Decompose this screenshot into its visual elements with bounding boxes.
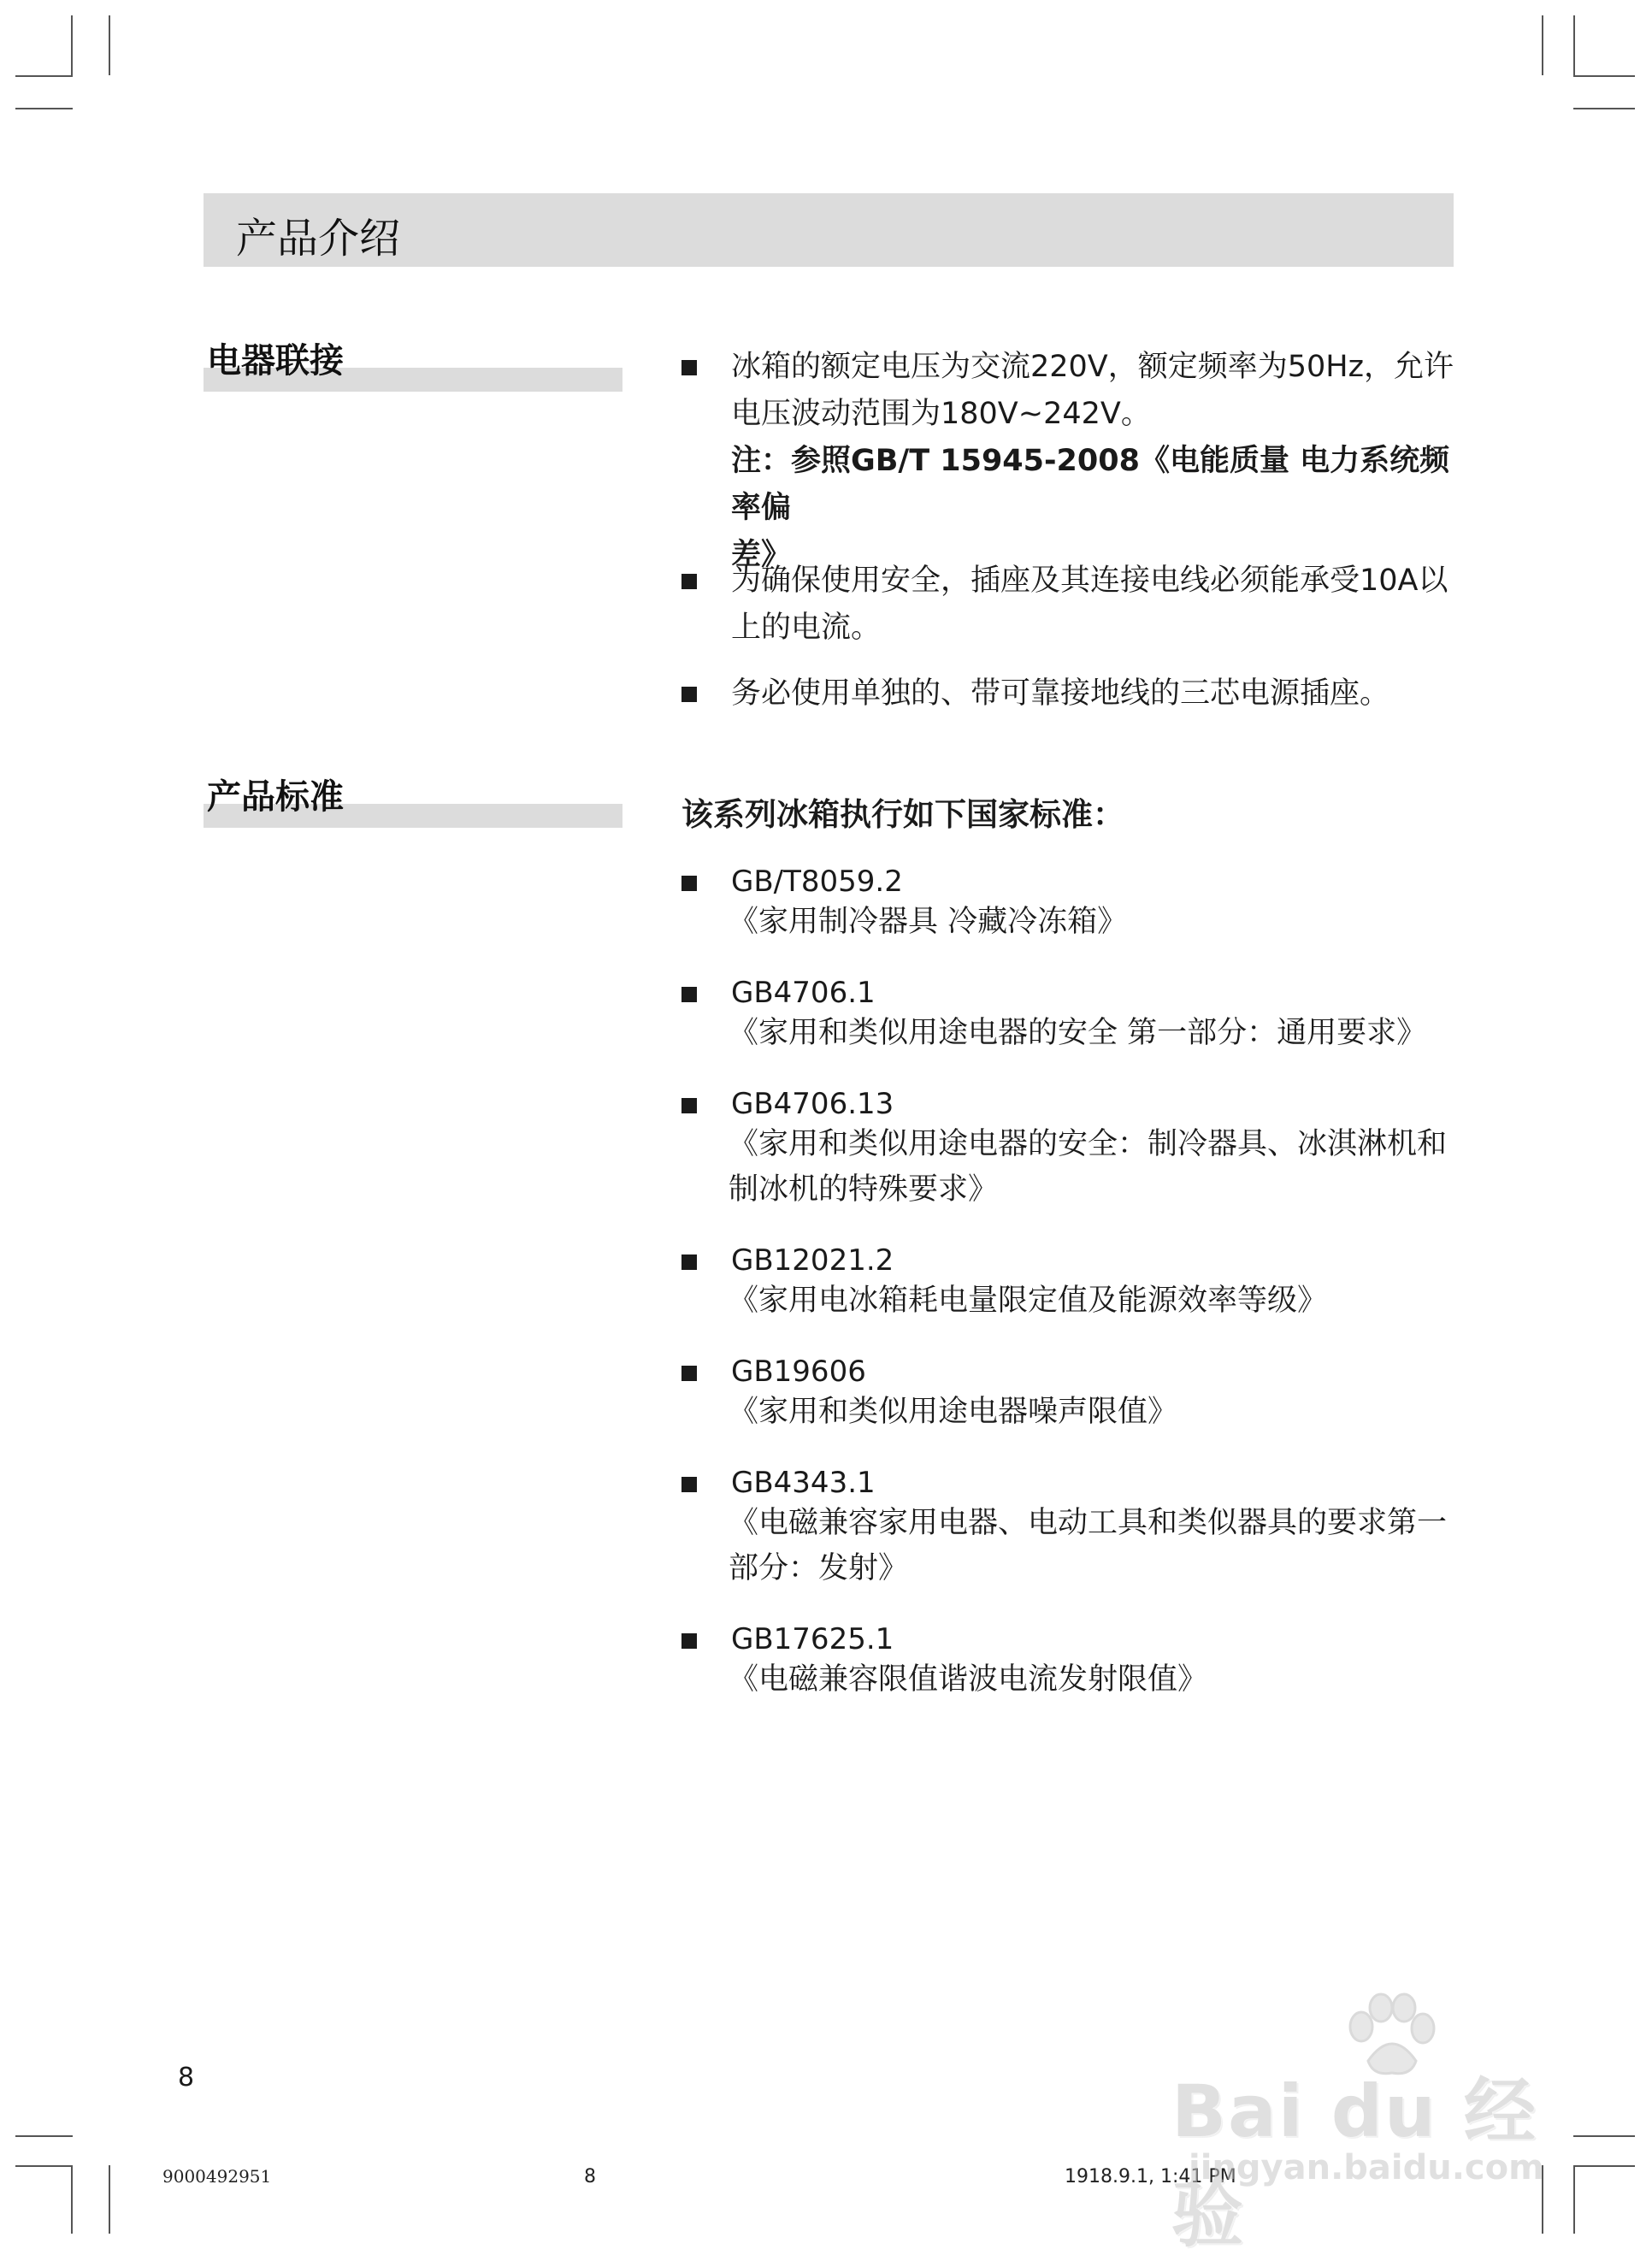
crop-mark [1542,15,1543,75]
standard-code: GB/T8059.2 [731,865,903,899]
section-heading-standards [204,770,622,828]
standard-desc [729,900,1464,945]
standard-desc [729,1657,1464,1703]
footer-doc-code: 9000492951 [162,2166,272,2187]
bullet-icon [681,876,697,891]
baidu-watermark [1163,1992,1556,2257]
standards-lead: 该系列冰箱执行如下国家标准： [681,796,1124,833]
standard-code: GB12021.2 [731,1243,894,1278]
standard-desc [729,1011,1464,1056]
text-line: 《电磁兼容家用电器、电动工具和类似器具的要求第一 [729,1506,1448,1540]
text-line: 《家用和类似用途电器的安全 第一部分：通用要求》 [729,1016,1427,1050]
crop-mark [15,2135,73,2137]
crop-mark [1573,75,1635,77]
page-number: 8 [178,2063,195,2093]
page-title: 产品介绍 [236,215,401,263]
bullet-icon [681,1098,697,1113]
standard-code: GB19606 [731,1355,866,1389]
text-line: 电压波动范围为180V~242V。 [731,397,1151,431]
watermark-url: jingyan.baidu.com [1189,2148,1544,2187]
crop-mark [109,2165,110,2234]
crop-mark [15,2165,73,2167]
text-line: 《家用制冷器具 冷藏冷冻箱》 [729,905,1128,939]
bullet-icon [681,687,697,702]
crop-mark [15,75,73,77]
bullet-icon [681,987,697,1002]
bullet-icon [681,1254,697,1270]
standard-code: GB4706.1 [731,976,876,1010]
connection-item-1 [731,344,1458,579]
crop-mark [1573,108,1635,109]
bullet-icon [681,1366,697,1381]
bullet-icon [681,360,697,375]
watermark-brand: Bai du 经验 [1171,2069,1537,2257]
crop-mark [15,108,73,109]
text-line: 《家用和类似用途电器噪声限值》 [729,1395,1178,1429]
footer-timestamp: 1918.9.1, 1:41 PM [1065,2166,1236,2187]
standard-code: GB4343.1 [731,1466,876,1500]
bullet-icon [681,1477,697,1492]
text-line: 冰箱的额定电压为交流220V，额定频率为50Hz，允许 [731,350,1454,384]
section-heading-connection [204,334,622,392]
page-title-bar [204,193,1454,267]
note-line: 注：参照GB/T 15945-2008《电能质量 电力系统频率偏 [731,444,1450,525]
note-line: 差》 [731,538,792,572]
crop-mark [1573,2165,1575,2234]
bullet-icon [681,1633,697,1649]
standard-desc [729,1501,1464,1591]
text-line: 务必使用单独的、带可靠接地线的三芯电源插座。 [731,676,1390,711]
text-line: 《家用和类似用途电器的安全：制冷器具、冰淇淋机和 [729,1127,1448,1161]
standard-code: GB4706.13 [731,1087,894,1121]
connection-item-3 [731,670,1458,717]
crop-mark [1573,2135,1635,2137]
footer-page: 8 [584,2166,596,2187]
connection-item-2 [731,558,1458,652]
heading-text: 电器联接 [207,341,344,381]
text-line: 上的电流。 [731,611,882,645]
standard-code: GB17625.1 [731,1622,894,1656]
crop-mark [109,15,110,75]
text-line: 《电磁兼容限值谐波电流发射限值》 [729,1662,1208,1697]
text-line: 《家用电冰箱耗电量限定值及能源效率等级》 [729,1284,1328,1318]
crop-mark [1573,15,1575,75]
text-line: 部分：发射》 [729,1551,909,1585]
bullet-icon [681,574,697,589]
crop-mark [1573,2165,1635,2167]
standard-desc [729,1122,1464,1213]
standard-desc [729,1278,1464,1324]
standard-desc [729,1390,1464,1435]
text-line: 制冰机的特殊要求》 [729,1172,999,1207]
text-line: 为确保使用安全，插座及其连接电线必须能承受10A以 [731,564,1448,598]
crop-mark [71,15,73,75]
crop-mark [71,2165,73,2234]
heading-text: 产品标准 [207,777,344,817]
